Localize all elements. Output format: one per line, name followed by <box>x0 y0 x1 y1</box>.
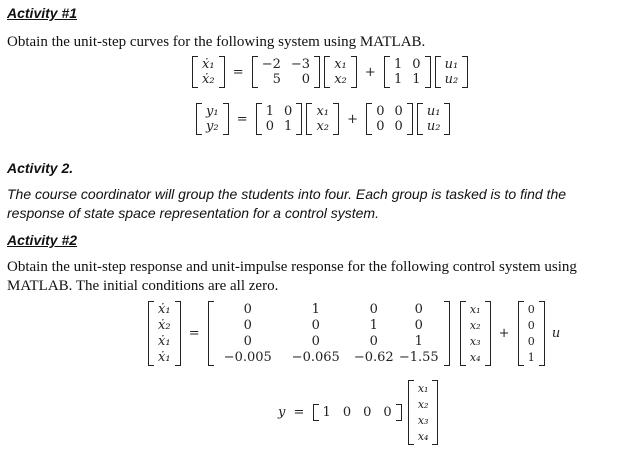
activity1-output-equation <box>196 103 450 135</box>
state-vector: x₁ x₂ <box>324 56 357 88</box>
matrix-c: 1 0 0 1 <box>256 103 303 135</box>
matrix-a: −2 −3 5 0 <box>252 56 320 88</box>
equals-sign: = <box>236 111 248 127</box>
plus-sign: + <box>347 111 359 127</box>
matrix-b: 1 0 1 1 <box>384 56 431 88</box>
output-variable: y <box>278 405 286 420</box>
matrix-a: 0 1 0 0 0 0 1 0 0 0 0 1 −0.005 −0.065 −0.62 −1.55 <box>208 301 450 366</box>
matrix-d: 0 0 0 0 <box>366 103 413 135</box>
plus-sign: + <box>364 64 376 80</box>
activity2-text-line2: response of state space representation for a control system. <box>7 205 379 221</box>
activity3-text-line2: MATLAB. The initial conditions are all zero. <box>7 278 279 294</box>
state-derivative-vector: ẋ₁ ẋ₂ ẋ₁ ẋ₁ <box>148 301 181 366</box>
plus-sign: + <box>498 326 510 341</box>
state-vector: x₁ x₂ <box>306 103 339 135</box>
activity3-text-line1: Obtain the unit-step response and unit-impulse response for the following control system using <box>7 259 577 275</box>
activity1-text: Obtain the unit-step curves for the following system using MATLAB. <box>7 34 426 50</box>
matrix-b: 0 0 0 1 <box>518 301 545 366</box>
state-vector: x₁ x₂ x₃ x₄ <box>460 301 491 366</box>
state-vector: x₁ x₂ x₃ x₄ <box>408 380 439 445</box>
state-derivative-vector: ẋ₁ ẋ₂ <box>192 56 225 88</box>
input-vector: u₁ u₂ <box>417 103 451 135</box>
matrix-c: 1 0 0 0 <box>313 404 402 421</box>
activity3-output-equation <box>278 380 438 445</box>
activity2-text-line1: The course coordinator will group the students into four. Each group is tasked is to find the <box>7 186 567 202</box>
equals-sign: = <box>188 326 200 341</box>
input-vector: u₁ u₂ <box>435 56 469 88</box>
activity1-state-equation <box>192 56 468 88</box>
activity3-heading: Activity #2 <box>7 232 78 248</box>
activity1-heading: Activity #1 <box>7 5 78 21</box>
activity3-state-equation <box>148 301 564 366</box>
output-vector: y₁ y₂ <box>196 103 229 135</box>
equals-sign: = <box>293 405 305 420</box>
input-variable: u <box>551 326 561 341</box>
activity2-heading: Activity 2. <box>7 160 74 176</box>
equals-sign: = <box>232 64 244 80</box>
